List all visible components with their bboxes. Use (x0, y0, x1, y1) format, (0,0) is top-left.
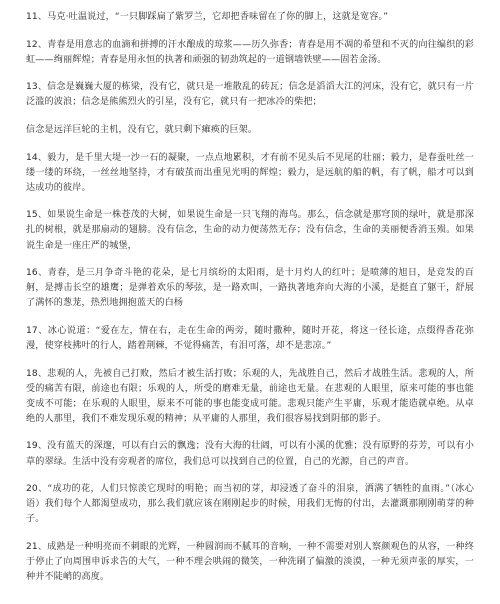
quote-paragraph-20: 20、“成功的花，人们只惊羡它现时的明艳；而当初的芽，却浸透了奋斗的泪泉，洒满了牺牲的血雨。”（冰心语）我们每个人都渴望成功，那么我们就应该在刚刚起步的时候，用我们无悔的付出，去灌溉那刚刚萌芽的种子。 (26, 484, 474, 525)
quote-paragraph-18: 18、悲观的人，先被自己打败，然后才被生活打败；乐观的人，先战胜自己，然后才战胜生活。悲观的人，所受的痛苦有限，前途也有限；乐观的人，所受的磨难无量，前途也无量。在悲观的人眼里，原来可能的事也能变成不可能；在乐观的人眼里，原来不可能的事也能变成可能。悲观只能产生平庸，乐观才能造就卓绝。从卓绝的人那里，我们不难发现乐观的精神；从平庸的人那里，我们很容易找到阴郁的影子。 (26, 368, 474, 424)
quote-paragraph-11: 11、马克·吐温说过，“一只脚踩扁了紫罗兰，它却把香味留在了你的脚上，这就是宽容。” (26, 12, 389, 22)
quote-paragraph-12: 12、青春是用意志的血滴和拼搏的汗水酿成的琼浆——历久弥香；青春是用不凋的希望和不灭的向往编织的彩虹——绚丽辉煌；青春是用永恒的执著和顽强的韧劲筑起的一道钢墙铁壁——固若金汤。 (26, 39, 474, 65)
quote-paragraph-21: 21、成熟是一种明亮而不刺眼的光辉，一种圆润而不腻耳的音响，一种不需要对别人察颜观色的从容，一种终于停止了向周围申诉求告的大气，一种不理会哄闹的微笑，一种洗刷了偏激的淡漠，一种无须声张的厚实，一种并不陡峭的高度。 (26, 541, 474, 583)
quote-paragraph-14: 14、毅力，是千里大堤一沙一石的凝聚，一点点地累积，才有前不见头后不见尾的壮丽；毅力，是春蚕吐丝一缕一缕的环绕，一丝丝地坚持，才有破茧而出重见光明的辉煌；毅力，是远航的船的帆，有了帆，船才可以到达成功的彼岸。 (26, 152, 474, 193)
quote-paragraph-15: 15、如果说生命是一株苍茂的大树，如果说生命是一只飞翔的海鸟。那么，信念就是那穹顶的绿叶，就是那深扎的树根，就是那扇动的翅膀。没有信念，生命的动力便荡然无存；没有信念，生命的美丽便香消玉殒。如果说生命是一座庄严的城堡， (26, 210, 474, 251)
quote-paragraph-19: 19、没有蓝天的深邃，可以有白云的飘逸；没有大海的壮阔，可以有小溪的优雅；没有原野的芬芳，可以有小草的翠绿。生活中没有旁观者的席位，我们总可以找到自己的位置，自己的光源，自己的声音。 (26, 441, 474, 467)
quote-paragraph-13: 13、信念是巍巍大厦的栋梁，没有它，就只是一堆散乱的砖瓦；信念是滔滔大江的河床，没有它，就只有一片泛滥的波浪；信念是熊熊烈火的引星，没有它，就只有一把冰冷的柴把； (26, 82, 474, 108)
quote-paragraph-16: 16、青春，是三月争奇斗艳的花朵，是七月缤纷的太阳雨，是十月灼人的红叶；是喷薄的旭日，是竞发的百舸，是搏击长空的雄鹰；是弹着欢乐的琴弦，是一路欢叫，一路执著地奔向大海的小溪，是挺直了躯干，舒展了满怀的葱茏，热烈地拥抱蓝天的白杨 (26, 268, 474, 309)
quote-paragraph-17: 17、冰心说道：“爱在左，情在右，走在生命的两旁，随时撒种，随时开花，将这一径长途，点缀得香花弥漫，使穿枝拂叶的行人，踏着荆棘，不觉得痛苦，有泪可落，却不是悲凉。” (26, 325, 474, 351)
quote-paragraph-13-continued: 信念是远洋巨轮的主机，没有它，就只剩下瘫痪的巨架。 (26, 124, 258, 135)
